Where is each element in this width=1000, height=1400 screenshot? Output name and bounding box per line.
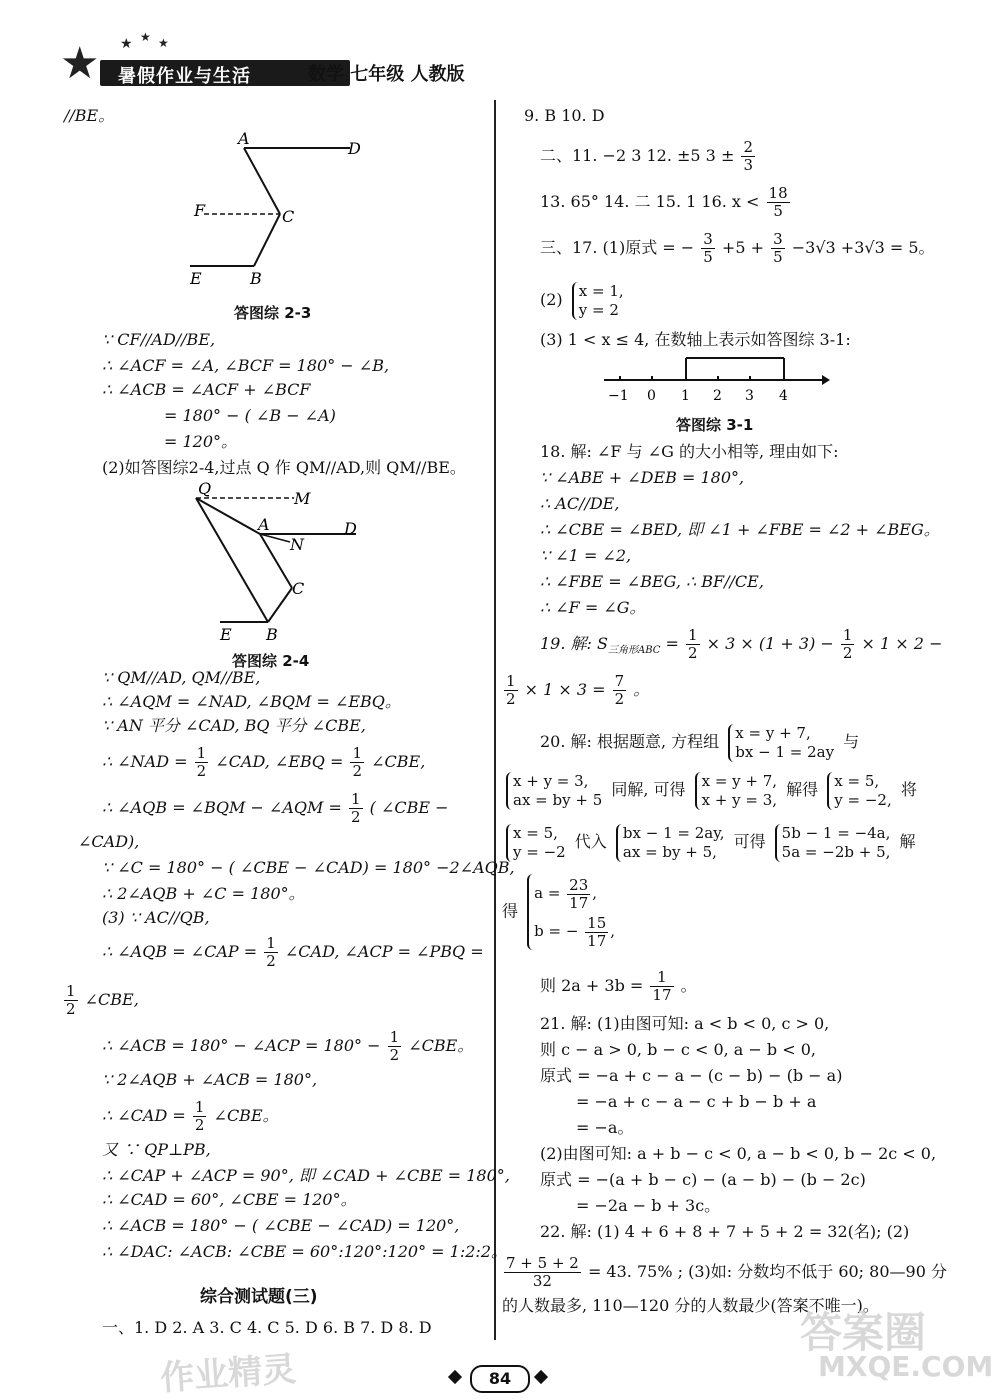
equation-system: 5b − 1 = −4a, 5a = −2b + 5, xyxy=(775,824,891,862)
text-line: $\frac{1}{2}$ × 1 × 3 = $\frac{7}{2}$ 。 xyxy=(506,672,650,708)
text-line: (2)如答图综2-4,过点 Q 作 QM//AD,则 QM//BE。 xyxy=(102,458,466,477)
book-title: 暑假作业与生活 xyxy=(118,66,251,87)
text-line: ∴ ∠ACB = ∠ACF + ∠BCF xyxy=(102,380,311,399)
text-line: 二、11. −2 3 12. ±5 3 ± $\frac{2}{3}$ xyxy=(540,138,753,174)
text-line: (2)由图可知: a + b − c < 0, a − b < 0, b − 2c < 0, xyxy=(540,1144,937,1163)
text-line: ∴ AC//DE, xyxy=(540,494,620,513)
text-line: 13. 65° 14. 二 15. 1 16. x < $\frac{18}{5}$ xyxy=(540,184,788,220)
fraction: $\frac{2}{3}$ xyxy=(743,138,753,174)
equation-system: x = 1, y = 2 xyxy=(572,282,624,320)
text-line: 原式 = −(a + b − c) − (a − b) − (b − 2c) xyxy=(540,1170,866,1189)
text-line: 的人数最多, 110—120 分的人数最少(答案不唯一)。 xyxy=(502,1296,879,1315)
fraction: $\frac{3}{5}$ xyxy=(703,230,713,266)
section-title: 综合测试题(三) xyxy=(200,1287,318,1307)
text-line: 21. 解: (1)由图可知: a < b < 0, c > 0, xyxy=(540,1014,830,1033)
text-line: ∴ ∠AQB = ∠CAP = $\frac{1}{2}$ ∠CAD, ∠ACP = ∠PBQ = xyxy=(102,934,484,970)
label-C: C xyxy=(292,579,305,598)
text-line: ∵ 2∠AQB + ∠ACB = 180°, xyxy=(102,1070,318,1089)
equation-system: x = 5, y = −2, xyxy=(827,772,891,810)
text-line: 20. 解: 根据题意, 方程组 x = y + 7, bx − 1 = 2ay 与 xyxy=(540,723,860,761)
label-E: E xyxy=(220,625,232,644)
text-line: 一、1. D 2. A 3. C 4. C 5. D 6. B 7. D 8. D xyxy=(102,1318,432,1337)
fraction: $\frac{1}{2}$ xyxy=(266,934,276,970)
fraction: $\frac{3}{5}$ xyxy=(773,230,783,266)
fraction: $\frac{7 + 5 + 2}{32}$ xyxy=(506,1254,579,1290)
text-line: ∵ AN 平分 ∠CAD, BQ 平分 ∠CBE, xyxy=(102,716,366,735)
watermark: 答案圈 xyxy=(800,1308,927,1357)
text-line: ∴ ∠FBE = ∠BEG, ∴ BF//CE, xyxy=(540,572,764,591)
text-line: 又 ∵ QP⊥PB, xyxy=(102,1140,211,1159)
page-number-label: 84 xyxy=(470,1365,530,1393)
text-line: 9. B 10. D xyxy=(524,106,605,125)
fraction: $\frac{1}{17}$ xyxy=(652,968,672,1004)
equation-system: x + y = 3, ax = by + 5 xyxy=(506,772,602,810)
fraction: $\frac{1}{2}$ xyxy=(389,1028,400,1064)
star-icon: ★ xyxy=(158,36,169,50)
text-line: (3) ∵ AC//QB, xyxy=(102,908,210,927)
label-E: E xyxy=(190,269,202,288)
tick-label: 4 xyxy=(779,388,788,404)
star-icon: ★ xyxy=(120,36,133,52)
text-line: 则 2a + 3b = $\frac{1}{17}$ 。 xyxy=(540,968,697,1004)
fraction: $\frac{1}{2}$ xyxy=(688,626,698,662)
text-line: x = 5, y = −2 代入 bx − 1 = 2ay, ax = by + 5, 可得 5b − 1 = −4a, 5a = −2b + 5, 解 xyxy=(502,822,916,862)
fraction: $\frac{1}{2}$ xyxy=(66,982,76,1018)
fraction: $\frac{1}{2}$ xyxy=(350,790,361,826)
fraction: $\frac{1}{2}$ xyxy=(196,744,207,780)
text-line: = −2a − b + 3c。 xyxy=(576,1196,721,1215)
label-D: D xyxy=(348,139,361,158)
text-line: 得 a = $\frac{23}{17}$ , b = − $\frac{15}{17}$ , xyxy=(502,875,616,950)
text-line: 原式 = −a + c − a − (c − b) − (b − a) xyxy=(540,1066,843,1085)
diamond-icon xyxy=(448,1370,462,1384)
watermark: MXQE.COM xyxy=(818,1350,994,1383)
book-subtitle: 数学 七年级 人教版 xyxy=(308,64,465,85)
text-line: x + y = 3, ax = by + 5 同解, 可得 x = y + 7, x + y = 3, 解得 x = 5, y = −2, 将 xyxy=(502,770,917,810)
text-line: 则 c − a > 0, b − c < 0, a − b < 0, xyxy=(540,1040,817,1059)
text-line: = −a + c − a − c + b − b + a xyxy=(576,1092,817,1111)
text-line: ∴ ∠CBE = ∠BED, 即 ∠1 + ∠FBE = ∠2 + ∠BEG。 xyxy=(540,520,940,539)
diamond-icon xyxy=(534,1370,548,1384)
text-line: $\frac{7 + 5 + 2}{32}$ = 43. 75% ; (3)如: 分数均不低于 60; 80—90 分 xyxy=(506,1254,947,1290)
text-line: ∵ ∠C = 180° − ( ∠CBE − ∠CAD) = 180° −2∠AQB, xyxy=(102,858,515,877)
text-line: (2) x = 1, y = 2 xyxy=(540,281,624,319)
column-divider xyxy=(494,100,496,1340)
tick-label: −1 xyxy=(608,388,629,404)
page-number xyxy=(440,1362,560,1392)
text-line: 22. 解: (1) 4 + 6 + 8 + 7 + 5 + 2 = 32(名); (2) xyxy=(540,1222,910,1241)
equation-system: x = 5, y = −2 xyxy=(506,824,566,862)
label-N: N xyxy=(290,535,304,554)
fraction: $\frac{7}{2}$ xyxy=(614,672,625,708)
text-line: ∴ ∠CAD = 60°, ∠CBE = 120°。 xyxy=(102,1190,357,1209)
label-D: D xyxy=(344,519,357,538)
label-B: B xyxy=(250,269,262,288)
text-line: ∵ ∠1 = ∠2, xyxy=(540,546,632,565)
number-line xyxy=(600,350,830,410)
star-icon: ★ xyxy=(60,38,100,89)
page-header xyxy=(60,30,490,94)
equation-system: bx − 1 = 2ay, ax = by + 5, xyxy=(616,824,725,862)
text-line: 19. 解: $S_{三角形ABC}$ = $\frac{1}{2}$ × 3 × (1 + 3) − $\frac{1}{2}$ × 1 × 2 − xyxy=(540,626,943,662)
text-line: ∴ 2∠AQB + ∠C = 180°。 xyxy=(102,884,305,903)
watermark: 作业精灵 xyxy=(159,1349,298,1399)
figure-2-4 xyxy=(186,476,386,646)
fraction: $\frac{1}{2}$ xyxy=(506,672,516,708)
fraction: $\frac{1}{2}$ xyxy=(352,744,363,780)
tick-label: 0 xyxy=(647,388,656,404)
text-line: = 120°。 xyxy=(164,432,238,451)
fraction: $\frac{18}{5}$ xyxy=(768,184,788,220)
text-line: = −a。 xyxy=(576,1118,634,1137)
text-line: //BE。 xyxy=(64,106,115,125)
text-line: ∴ ∠ACB = 180° − ( ∠CBE − ∠CAD) = 120°, xyxy=(102,1216,460,1235)
label-Q: Q xyxy=(198,479,212,498)
text-line: ∵ QM//AD, QM//BE, xyxy=(102,668,261,687)
text-line: ∵ CF//AD//BE, xyxy=(102,330,216,349)
figure-caption: 答图综 3-1 xyxy=(676,416,754,434)
text-line: 三、17. (1)原式 = − $\frac{3}{5}$ +5 + $\frac{3}{5}$ −3√3 +3√3 = 5。 xyxy=(540,230,935,266)
text-line: ∴ ∠DAC: ∠ACB: ∠CBE = 60°:120°:120° = 1:2:2。 xyxy=(102,1242,507,1261)
text-line: ∴ ∠CAD = $\frac{1}{2}$ ∠CBE。 xyxy=(102,1098,279,1134)
fraction: $\frac{15}{17}$ xyxy=(587,913,607,950)
fraction: $\frac{1}{2}$ xyxy=(842,626,853,662)
text-line: 18. 解: ∠F 与 ∠G 的大小相等, 理由如下: xyxy=(540,442,839,461)
text-line: = 180° − ( ∠B − ∠A) xyxy=(164,406,336,425)
text-line: ∴ ∠ACB = 180° − ∠ACP = 180° − $\frac{1}{2}$ ∠CBE。 xyxy=(102,1028,474,1064)
label-M: M xyxy=(294,489,311,508)
text-line: ∴ ∠CAP + ∠ACP = 90°, 即 ∠CAD + ∠CBE = 180°, xyxy=(102,1166,510,1185)
text-line: ∴ ∠AQM = ∠NAD, ∠BQM = ∠EBQ。 xyxy=(102,692,401,711)
tick-label: 3 xyxy=(745,388,754,404)
figure-caption: 答图综 2-4 xyxy=(232,652,310,670)
text-line: ∵ ∠ABE + ∠DEB = 180°, xyxy=(540,468,745,487)
tick-label: 2 xyxy=(713,388,722,404)
text-line: ∠CAD), xyxy=(78,832,140,851)
label-B: B xyxy=(266,625,278,644)
text-line: ∴ ∠AQB = ∠BQM − ∠AQM = $\frac{1}{2}$ ( ∠CBE − xyxy=(102,790,449,826)
tick-label: 1 xyxy=(681,388,690,404)
label-A: A xyxy=(258,515,270,534)
figure-2-3 xyxy=(180,126,380,296)
text-line: ∴ ∠F = ∠G。 xyxy=(540,598,646,617)
equation-system: x = y + 7, bx − 1 = 2ay xyxy=(728,724,834,762)
equation-system: x = y + 7, x + y = 3, xyxy=(695,772,777,810)
label-F: F xyxy=(194,201,206,220)
text-line: (3) 1 < x ≤ 4, 在数轴上表示如答图综 3-1: xyxy=(540,330,851,349)
text-line: ∴ ∠NAD = $\frac{1}{2}$ ∠CAD, ∠EBQ = $\frac{1}{2}$ ∠CBE, xyxy=(102,744,426,780)
star-icon: ★ xyxy=(140,30,151,44)
figure-caption: 答图综 2-3 xyxy=(234,304,312,322)
text-line: $\frac{1}{2}$ ∠CBE, xyxy=(66,982,139,1018)
label-A: A xyxy=(238,129,250,148)
fraction: $\frac{23}{17}$ xyxy=(569,875,589,912)
label-C: C xyxy=(282,207,295,226)
fraction: $\frac{1}{2}$ xyxy=(194,1098,205,1134)
equation-system: a = $\frac{23}{17}$ , b = − $\frac{15}{17}$ , xyxy=(527,874,615,950)
text-line: ∴ ∠ACF = ∠A, ∠BCF = 180° − ∠B, xyxy=(102,356,390,375)
